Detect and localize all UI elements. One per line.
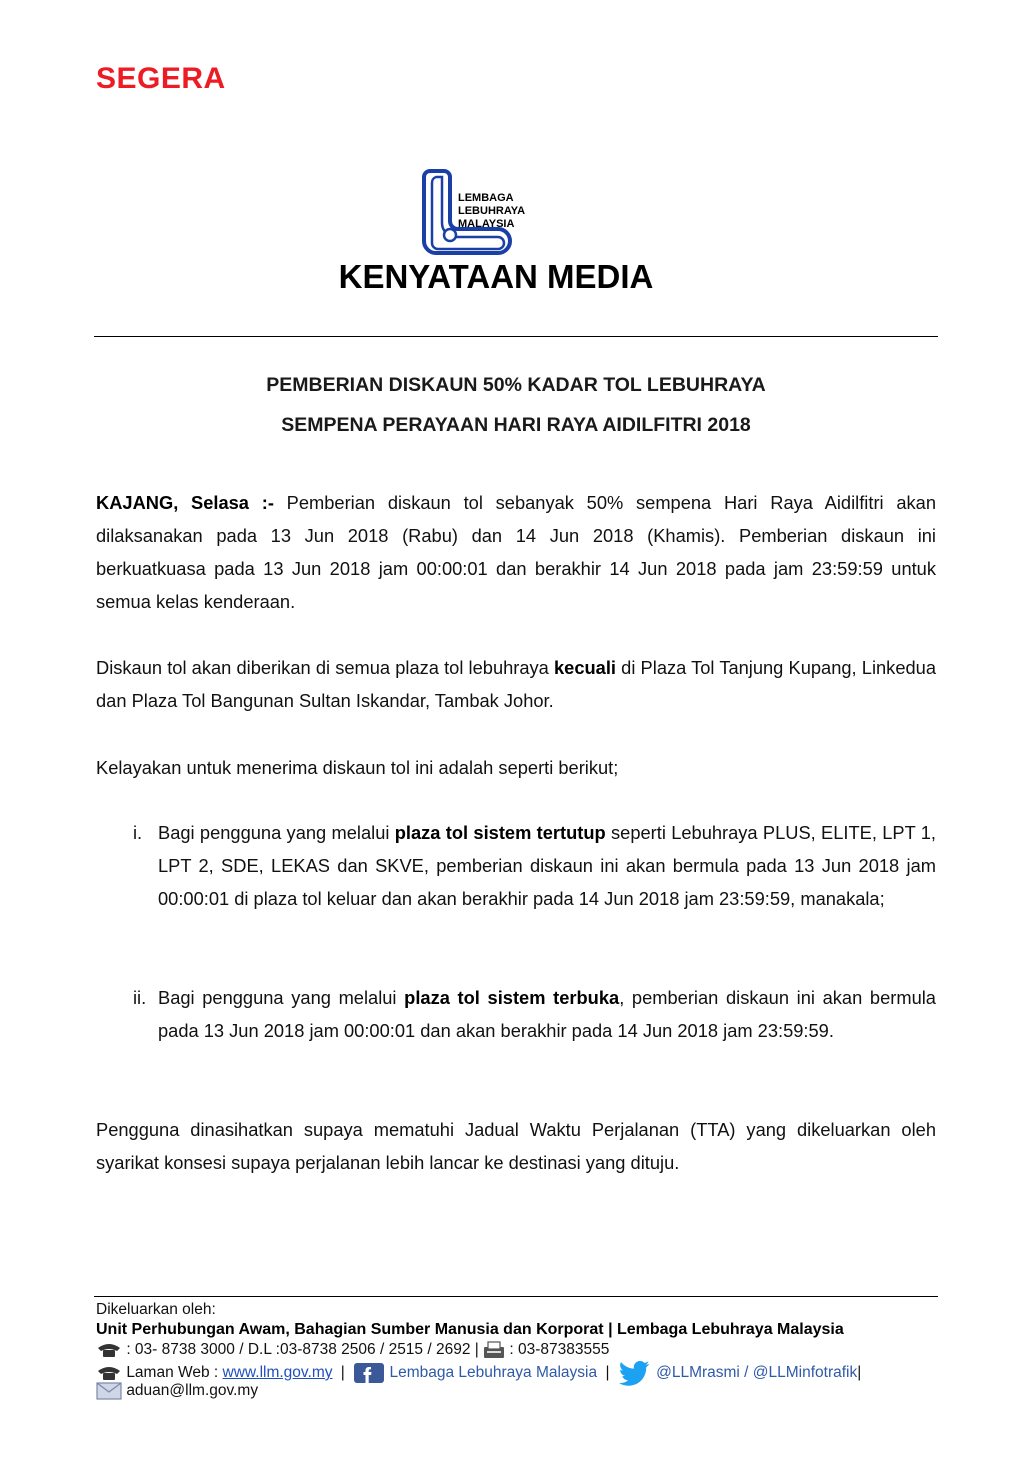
paragraph-4: Pengguna dinasihatkan supaya mematuhi Jadual Waktu Perjalanan (TTA) yang dikeluarkan oleh syarikat konsesi supaya perjalanan lebih lancar ke destinasi yang dituju. <box>96 1119 936 1173</box>
email-address[interactable]: aduan@llm.gov.my <box>126 1382 259 1400</box>
list-item <box>158 816 936 915</box>
phone-icon <box>96 1365 122 1381</box>
list-item-emphasis: plaza tol sistem tertutup <box>394 822 606 843</box>
logo-text-line2: LEBUHRAYA <box>458 205 526 217</box>
list-item-text-a: Bagi pengguna yang melalui <box>158 822 395 843</box>
paragraph-2-text-a: Diskaun tol akan diberikan di semua plaza tol lebuhraya <box>96 657 555 678</box>
facebook-icon[interactable] <box>353 1362 385 1384</box>
title-divider <box>94 336 938 337</box>
website-link[interactable]: www.llm.gov.my <box>222 1364 333 1382</box>
twitter-icon[interactable] <box>618 1360 652 1386</box>
list-item-number: i. <box>133 822 143 843</box>
footer-unit: Unit Perhubungan Awam, Bahagian Sumber Manusia dan Korporat | Lembaga Lebuhraya Malaysia <box>96 1321 844 1338</box>
llm-logo <box>418 165 558 260</box>
footer-divider <box>94 1296 938 1297</box>
dateline: KAJANG, Selasa :- <box>96 492 274 513</box>
paragraph-2-text-b: di Plaza Tol Tanjung Kupang, Linkedua dan Plaza Tol Bangunan Sultan Iskandar, Tambak Johor. <box>96 657 936 711</box>
facebook-page[interactable]: Lembaga Lebuhraya Malaysia <box>389 1364 598 1382</box>
twitter-handles[interactable]: @LLMrasmi / @LLMinfotrafik <box>656 1364 858 1382</box>
list-item-text-a: Bagi pengguna yang melalui <box>158 987 405 1008</box>
separator: | <box>605 1364 610 1382</box>
paragraph-3: Kelayakan untuk menerima diskaun tol ini adalah seperti berikut; <box>96 757 619 778</box>
footer-issued-by: Dikeluarkan oleh: <box>96 1301 216 1318</box>
separator: | <box>857 1364 862 1382</box>
paragraph-2-emphasis: kecuali <box>554 657 617 678</box>
list-item-number: ii. <box>133 987 147 1008</box>
footer-email-line <box>96 1381 258 1401</box>
list-item-text-b: , pemberian diskaun ini akan bermula pada 13 Jun 2018 jam 00:00:01 dan akan berakhir pada 14 Jun 2018 jam 23:59:59. <box>158 987 936 1041</box>
fax-icon <box>483 1341 505 1359</box>
document-title: KENYATAAN MEDIA <box>338 258 654 295</box>
paragraph-1 <box>96 486 936 618</box>
footer-contact-line <box>96 1340 609 1360</box>
list-item <box>158 981 936 1047</box>
list-item-text-b: seperti Lebuhraya PLUS, ELITE, LPT 1, LPT 2, SDE, LEKAS dan SKVE, pemberian diskaun ini akan bermula pada 13 Jun 2018 jam 00:00:01 di plaza tol keluar dan akan berakhir pada 14 Jun 2018 jam 23:59:59, manakala; <box>158 822 936 909</box>
fax-number: : 03-87383555 <box>509 1341 610 1358</box>
headline-line-1: PEMBERIAN DISKAUN 50% KADAR TOL LEBUHRAYA <box>266 374 766 396</box>
logo-text-line3: MALAYSIA <box>458 218 515 230</box>
web-label: Laman Web : <box>126 1364 219 1382</box>
logo-text-line1: LEMBAGA <box>458 192 514 204</box>
separator: | <box>340 1364 345 1382</box>
headline-line-2: SEMPENA PERAYAAN HARI RAYA AIDILFITRI 2018 <box>281 414 751 436</box>
phone-number: : 03- 8738 3000 / D.L :03-8738 2506 / 2515 / 2692 | <box>126 1341 479 1358</box>
paragraph-1-text: Pemberian diskaun tol sebanyak 50% sempena Hari Raya Aidilfitri akan dilaksanakan pada 13 Jun 2018 (Rabu) dan 14 Jun 2018 (Khamis). Pemberian diskaun ini berkuatkuasa pada 13 Jun 2018 jam 00:00:01 dan berakhir 14 Jun 2018 pada jam 23:59:59 untuk semua kelas kenderaan. <box>96 492 936 612</box>
urgent-label: SEGERA <box>96 62 226 95</box>
list-item-emphasis: plaza tol sistem terbuka <box>404 987 620 1008</box>
email-icon <box>96 1381 122 1401</box>
phone-icon <box>96 1342 122 1358</box>
paragraph-2 <box>96 651 936 717</box>
